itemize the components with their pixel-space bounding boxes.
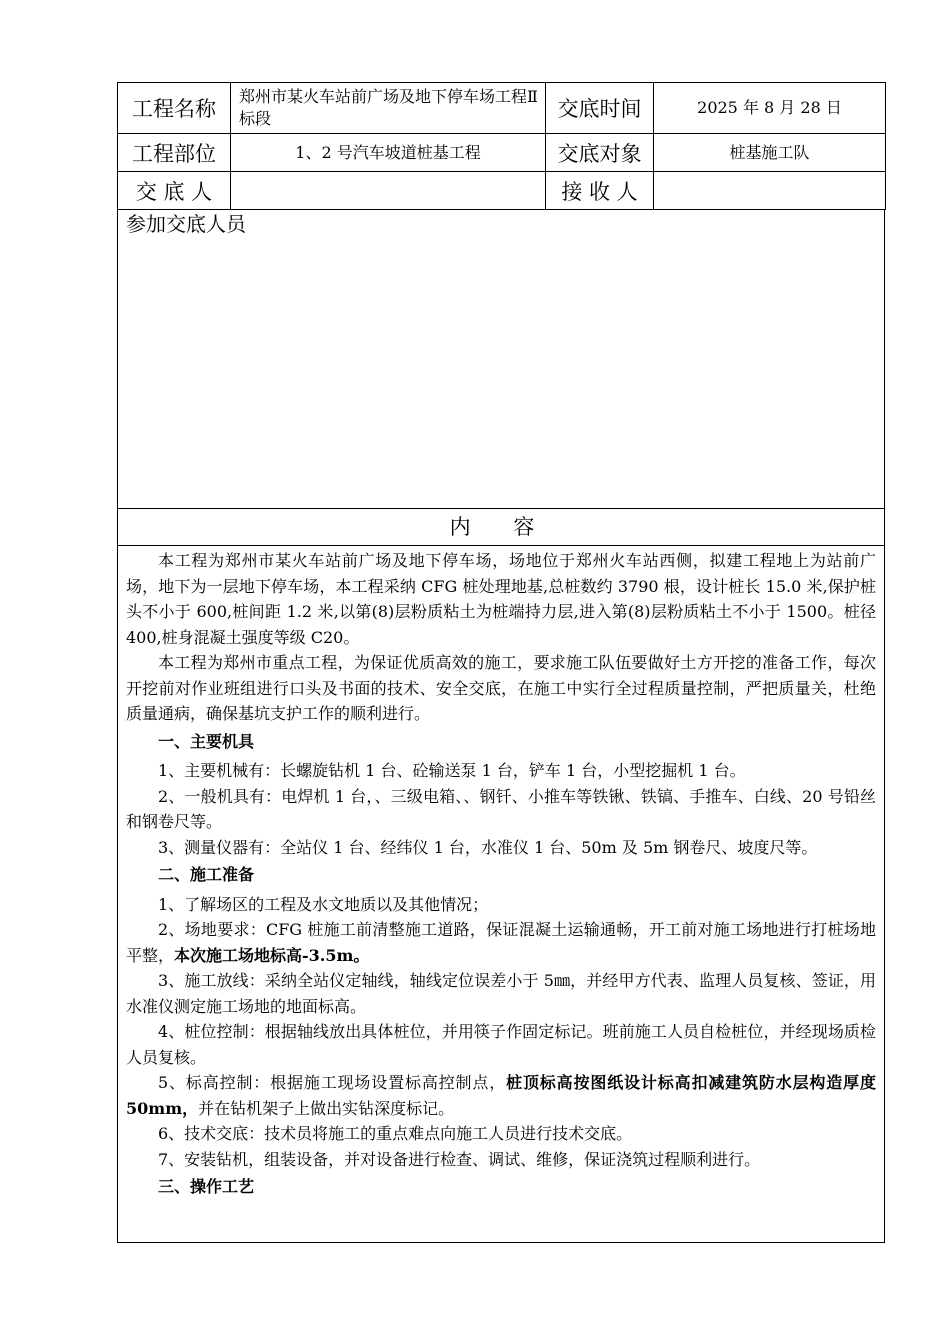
list-item: 1、了解场区的工程及水文地质以及其他情况；	[158, 894, 489, 914]
header-table	[117, 82, 886, 210]
list-item	[126, 917, 876, 968]
list-item: 7、安装钻机，组装设备，并对设备进行检查、调试、维修，保证浇筑过程顺利进行。	[158, 1149, 761, 1169]
paragraph-overview: 本工程为郑州市某火车站前广场及地下停车场，场地位于郑州火车站西侧，拟建工程地上为站前广场，地下为一层地下停车场，本工程采纳 CFG 桩处理地基,总桩数约 3790 根，设计桩长 15.0 米,保护桩头不小于 600,桩间距 1.2 米,以第(8)层粉质粘土为桩端持力层,进入第(8)层粉质粘土不小于 1500。桩径 400,桩身混凝土强度等级 C20。	[126, 551, 876, 647]
paragraph-requirements: 本工程为郑州市重点工程，为保证优质高效的施工，要求施工队伍要做好土方开挖的准备工作，每次开挖前对作业班组进行口头及书面的技术、安全交底，在施工中实行全过程质量控制，严把质量关，杜绝质量通病，确保基坑支护工作的顺利进行。	[126, 653, 876, 723]
project-part-value: 1、2 号汽车坡道桩基工程	[231, 134, 546, 172]
list-item: 1、主要机械有：长螺旋钻机 1 台、砼输送泵 1 台，铲车 1 台，小型挖掘机 1 台。	[158, 761, 746, 780]
handover-target-value: 桩基施工队	[654, 134, 886, 172]
section-heading-preparation: 二、施工准备	[158, 865, 255, 884]
receiver-label: 接 收 人	[546, 172, 654, 210]
project-name-value: 郑州市某火车站前广场及地下停车场工程Ⅱ标段	[231, 83, 546, 134]
handover-sheet	[117, 82, 885, 1243]
content-body	[117, 546, 885, 1243]
list-item: 3、测量仪器有：全站仪 1 台、经纬仪 1 台，水准仪 1 台、50m 及 5m 钢卷尺、坡度尺等。	[158, 837, 818, 857]
bold-emphasis: 本次施工场地标高-3.5m。	[174, 945, 370, 965]
handover-person-value	[231, 172, 546, 210]
list-item	[126, 1070, 876, 1121]
list-item-text: 并在钻机架子上做出实钻深度标记。	[198, 1098, 455, 1118]
project-part-label: 工程部位	[118, 134, 231, 172]
list-item: 2、一般机具有：电焊机 1 台，、三级电箱、、钢钎、小推车等铁锹、铁镐、手推车、白线、20 号铅丝和钢卷尺等。	[126, 786, 876, 831]
handover-time-label: 交底时间	[546, 83, 654, 134]
participants-label: 参加交底人员	[126, 212, 246, 236]
handover-person-label: 交 底 人	[118, 172, 231, 210]
section-heading-process: 三、操作工艺	[158, 1177, 255, 1196]
list-item-text: 2、场地要求：CFG 桩施工前清整施工道路，保证混凝土运输通畅，开工前对施工场地进行打桩场地平整，	[126, 920, 876, 965]
list-item: 6、技术交底：技术员将施工的重点难点向施工人员进行技术交底。	[158, 1124, 633, 1143]
handover-time-value: 2025 年 8 月 28 日	[654, 83, 886, 134]
list-item: 3、施工放线：采纳全站仪定轴线，轴线定位误差小于 5㎜，并经甲方代表、监理人员复核、签证，用水准仪测定施工场地的地面标高。	[126, 971, 876, 1016]
participants-box	[117, 210, 885, 509]
project-name-label: 工程名称	[118, 83, 231, 134]
receiver-value	[654, 172, 886, 210]
list-item: 4、桩位控制：根据轴线放出具体桩位，并用筷子作固定标记。班前施工人员自检桩位，并经现场质检人员复核。	[126, 1022, 876, 1067]
bold-emphasis: 桩顶标高按图纸设计标高扣减建筑防水层构造厚度 50mm，	[126, 1073, 876, 1118]
list-item-text: 5、标高控制：根据施工现场设置标高控制点，	[158, 1073, 507, 1092]
section-heading-equipment: 一、主要机具	[158, 731, 255, 751]
handover-target-label: 交底对象	[546, 134, 654, 172]
content-title: 内 容	[117, 509, 885, 546]
